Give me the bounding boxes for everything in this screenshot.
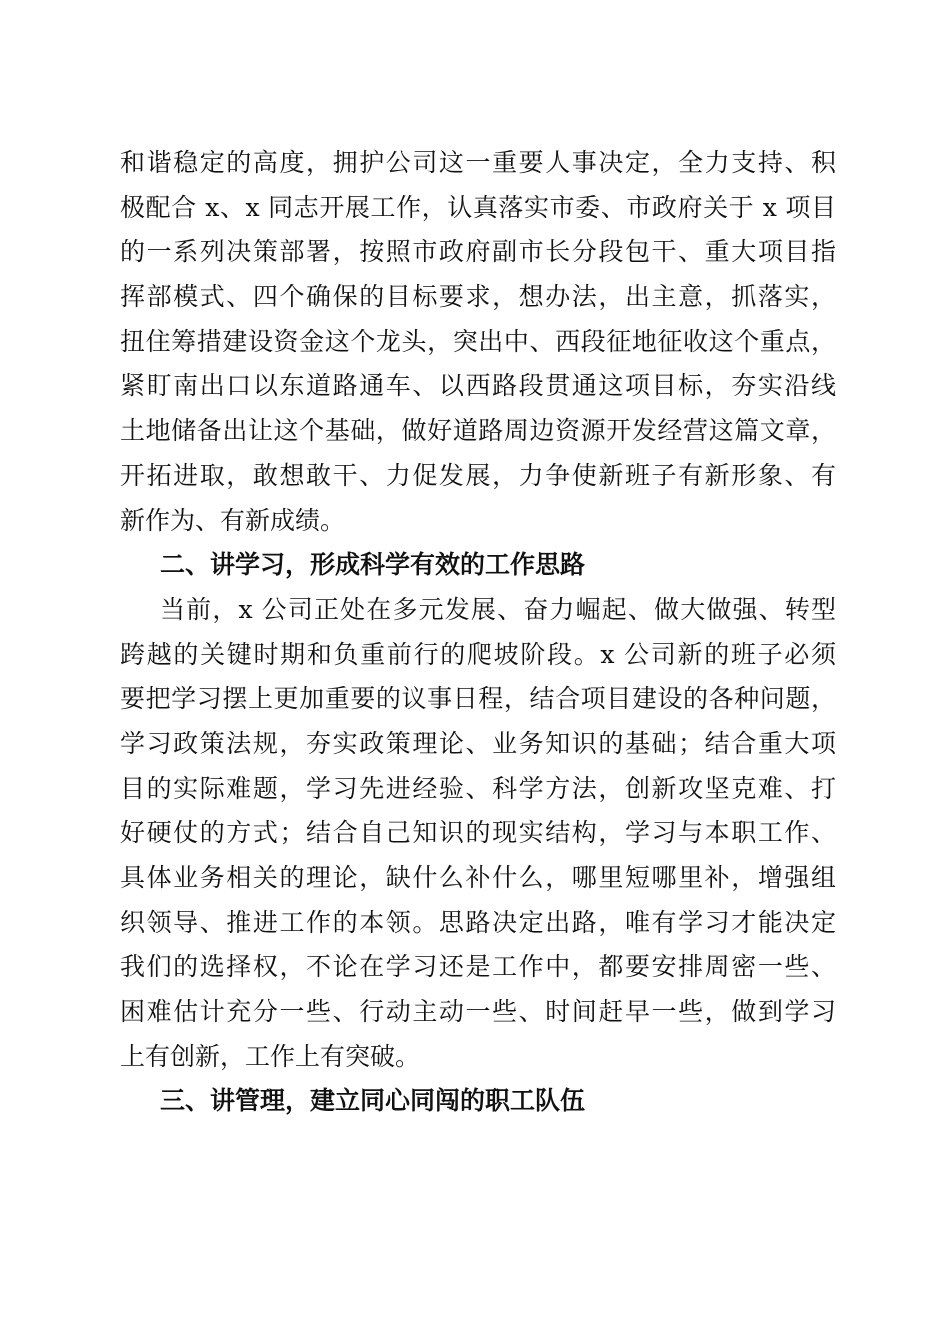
text-line: 织领导、推进工作的本领。思路决定出路，唯有学习才能决定 bbox=[120, 907, 836, 937]
text-line: 跨越的关键时期和负重前行的爬坡阶段。x 公司新的班子必须 bbox=[120, 639, 836, 669]
text-line: 困难估计充分一些、行动主动一些、时间赶早一些，做到学习 bbox=[120, 997, 836, 1027]
text-line: 的一系列决策部署，按照市政府副市长分段包干、重大项目指 bbox=[120, 237, 836, 267]
section-heading-3: 三、讲管理，建立同心同闯的职工队伍 bbox=[160, 1086, 586, 1116]
text-line: 和谐稳定的高度，拥护公司这一重要人事决定，全力支持、积 bbox=[120, 148, 836, 177]
text-line: 要把学习摆上更加重要的议事日程，结合项目建设的各种问题， bbox=[120, 684, 836, 714]
text-line: 紧盯南出口以东道路通车、以西路段贯通这项目标，夯实沿线 bbox=[120, 371, 836, 401]
text-line: 极配合 x、x 同志开展工作，认真落实市委、市政府关于 x 项目 bbox=[120, 192, 836, 222]
text-line: 挥部模式、四个确保的目标要求，想办法，出主意，抓落实， bbox=[120, 282, 836, 312]
text-line: 扭住筹措建设资金这个龙头，突出中、西段征地征收这个重点， bbox=[120, 326, 836, 356]
text-line: 土地储备出让这个基础，做好道路周边资源开发经营这篇文章， bbox=[120, 416, 836, 446]
text-line: 目的实际难题，学习先进经验、科学方法，创新攻坚克难、打 bbox=[120, 773, 836, 803]
text-line: 好硬仗的方式；结合自己知识的现实结构，学习与本职工作、 bbox=[120, 818, 836, 848]
document-body bbox=[120, 141, 836, 1124]
text-line: 开拓进取，敢想敢干、力促发展，力争使新班子有新形象、有 bbox=[120, 460, 836, 490]
text-line: 新作为、有新成绩。 bbox=[120, 505, 346, 535]
section-heading-2: 二、讲学习，形成科学有效的工作思路 bbox=[160, 550, 586, 580]
text-line: 具体业务相关的理论，缺什么补什么，哪里短哪里补，增强组 bbox=[120, 863, 836, 892]
text-line: 当前，x 公司正处在多元发展、奋力崛起、做大做强、转型 bbox=[160, 594, 836, 624]
text-line: 我们的选择权，不论在学习还是工作中，都要安排周密一些、 bbox=[120, 952, 836, 982]
paragraph bbox=[120, 141, 836, 543]
paragraph bbox=[120, 588, 836, 1080]
text-line: 学习政策法规，夯实政策理论、业务知识的基础；结合重大项 bbox=[120, 728, 836, 758]
text-line: 上有创新，工作上有突破。 bbox=[120, 1041, 421, 1071]
